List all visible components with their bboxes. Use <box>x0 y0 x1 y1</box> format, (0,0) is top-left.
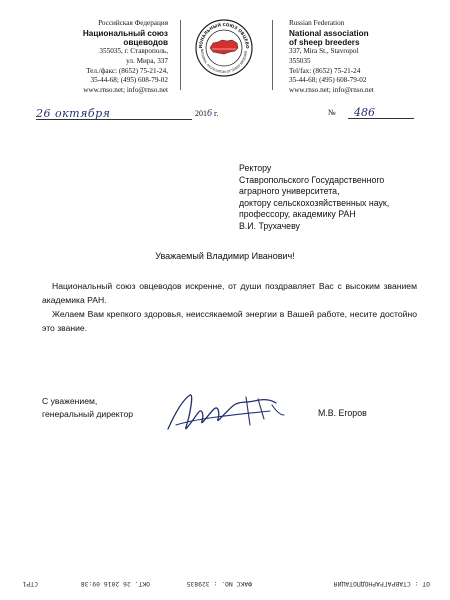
letter-year <box>195 108 218 119</box>
letterhead-org-name: of sheep breeders <box>289 38 360 47</box>
letterhead-address: 355035 <box>289 57 311 65</box>
letterhead-address: ул. Мира, 337 <box>126 57 168 65</box>
fax-page: СТР1 <box>22 580 38 588</box>
letterhead-phone: Тел./факс: (8652) 75-21-24, <box>86 66 168 75</box>
sheep-breeders-logo <box>194 18 254 78</box>
addressee-line: Ректору <box>239 163 272 173</box>
letterhead-org-name: Национальный союз <box>82 28 168 38</box>
letter-body <box>42 280 417 336</box>
letterhead-divider <box>272 20 273 90</box>
logo-text-en: NATIONAL ASSOCIATION OF SHEEP BREEDER <box>199 48 249 75</box>
letterhead-phone: Tel/fax: (8652) 75-21-24 <box>289 66 361 75</box>
letterhead-web: www.rnso.net; info@rnso.net <box>289 85 374 94</box>
letterhead-address: 337, Mira St., Stavropol <box>289 47 359 56</box>
signer-name: М.В. Егоров <box>318 408 367 418</box>
addressee-line: доктору сельскохозяйственных наук, <box>239 197 390 208</box>
letterhead-web: www.rnso.net; info@rnso.net <box>83 85 168 94</box>
letterhead-org-name: National association <box>289 28 369 38</box>
letterhead-english <box>289 19 419 95</box>
letterhead-org-name: овцеводов <box>123 38 168 47</box>
handwritten-date: 26 октября <box>36 107 192 120</box>
logo-text-ru: ИОНАЛЬНЫЙ СОЮЗ ОВЦЕВО <box>197 21 251 49</box>
addressee-line: профессору, академику РАН <box>239 209 356 220</box>
letterhead-phone: 35-44-68; (495) 608-79-02 <box>289 76 367 85</box>
fax-transmission-footer <box>0 578 450 590</box>
addressee-line: В.И. Трухачеву <box>239 220 300 231</box>
addressee-line: Ставропольского Государственного <box>239 174 385 185</box>
year-handwritten: 6 <box>207 108 212 119</box>
letterhead-country: Российская Федерация <box>98 19 168 27</box>
closing-regards: С уважением, <box>42 396 98 406</box>
number-label: № <box>328 108 336 117</box>
addressee-line: аграрного университета, <box>239 186 340 197</box>
letterhead-address: 355035, г. Ставрополь, <box>99 47 168 56</box>
fax-from: ОТ : СТАВРАГРАРНОДПОТАЦИЯ <box>333 580 430 588</box>
closing-block <box>42 395 133 422</box>
letterhead-phone: 35-44-68; (495) 608-79-02 <box>90 76 168 85</box>
handwritten-number: 486 <box>348 106 414 119</box>
letterhead-divider <box>180 20 181 90</box>
body-paragraph: Желаем Вам крепкого здоровья, неиссякаемой энергии в Вашей работе, несите достойно это звание. <box>42 309 417 333</box>
fax-number: ФАКС NO. : 329835 <box>186 580 252 588</box>
letter-meta-row <box>30 106 420 122</box>
year-printed: 201 <box>195 109 207 118</box>
signer-title: генеральный директор <box>42 409 134 420</box>
body-paragraph: Национальный союз овцеводов искренне, от души поздравляет Вас с высоким званием академика РАН. <box>42 281 417 305</box>
handwritten-signature <box>150 385 300 440</box>
letterhead-russian <box>50 19 168 95</box>
fax-date: ОКТ. 26 2016 09:38 <box>80 580 150 588</box>
year-suffix: г. <box>214 109 219 118</box>
addressee-block <box>239 163 419 233</box>
salutation: Уважаемый Владимир Иванович! <box>155 251 295 261</box>
letterhead-country: Russian Federation <box>289 19 345 27</box>
